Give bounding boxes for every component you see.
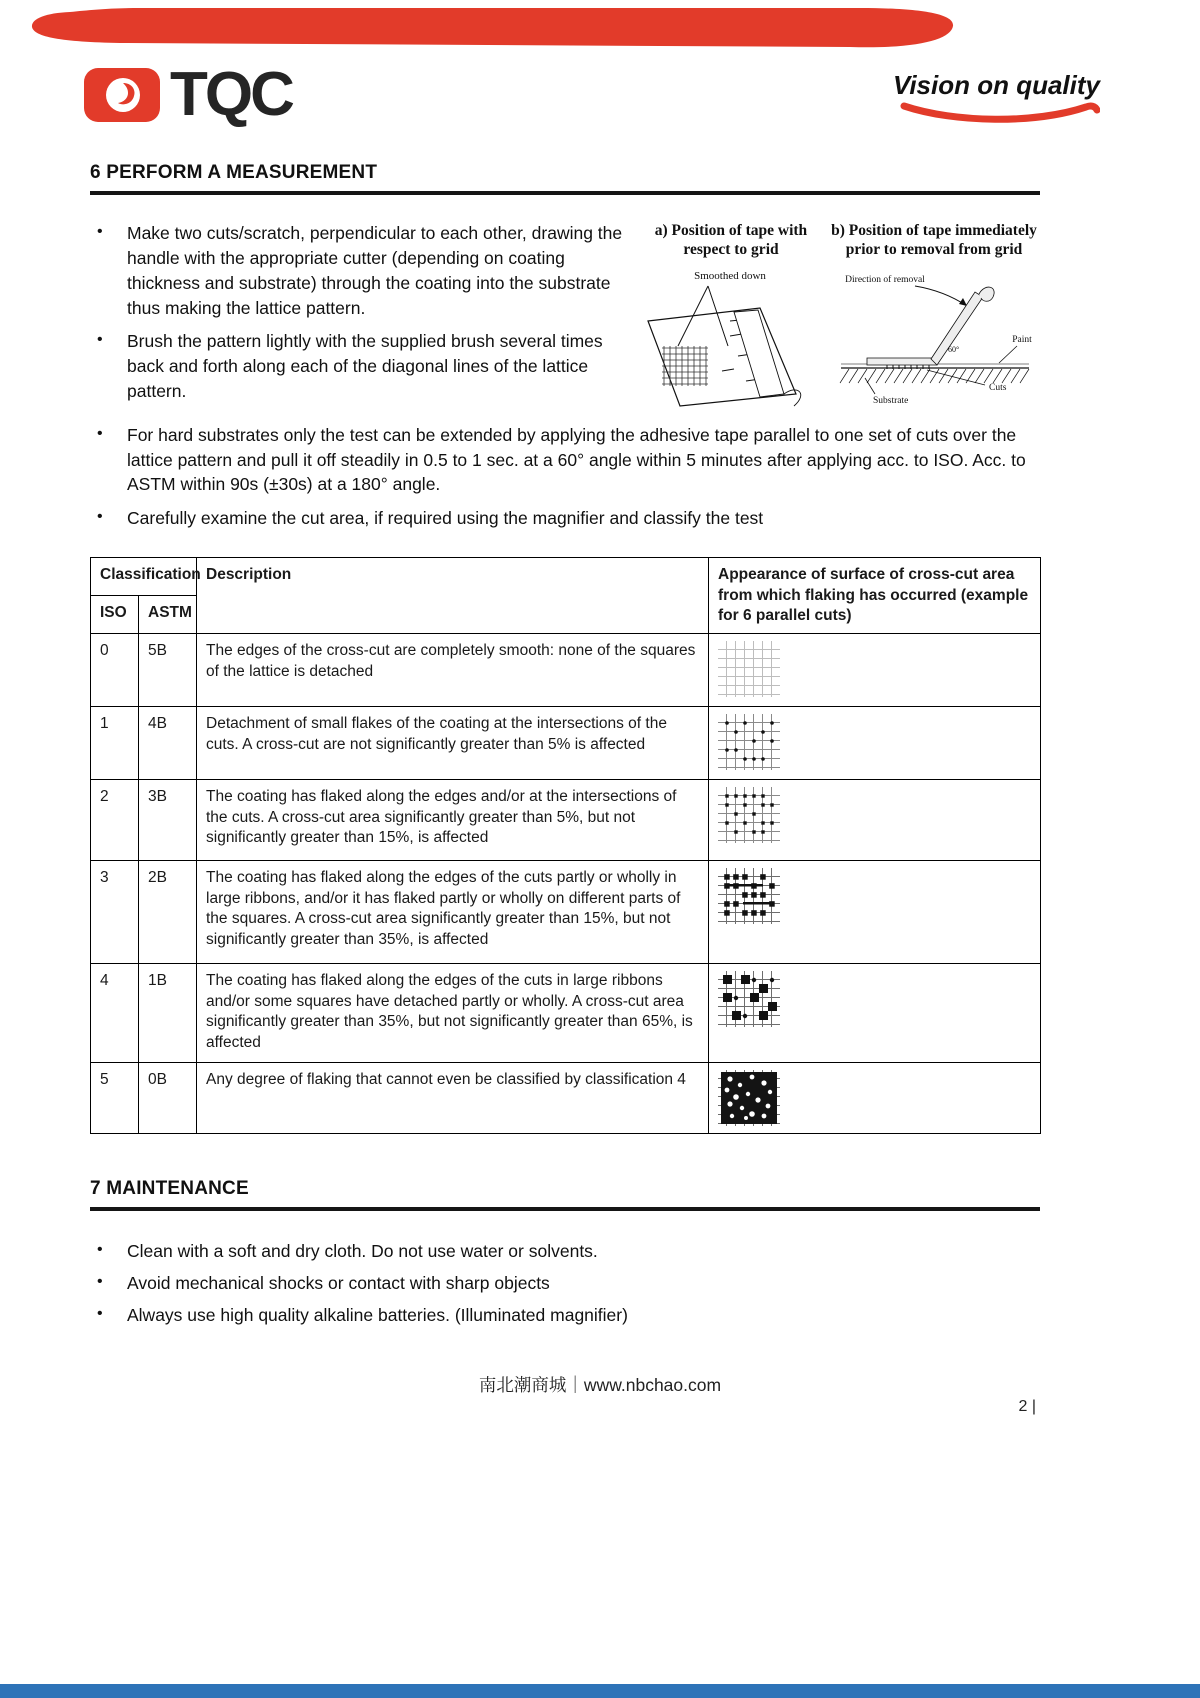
section-6-rule xyxy=(90,191,1040,195)
appearance-grid-2b xyxy=(718,868,780,924)
measurement-bullets-left xyxy=(90,221,631,421)
appearance-grid-1b xyxy=(718,971,780,1027)
cell-astm: 2B xyxy=(139,861,197,964)
angle-label: 60° xyxy=(948,344,960,354)
tagline-underline-swoosh xyxy=(900,101,1100,127)
list-item xyxy=(90,329,631,404)
measurement-bullets-wide xyxy=(90,423,1040,531)
cell-appearance xyxy=(709,780,1041,861)
list-item xyxy=(90,506,1040,531)
content xyxy=(90,162,1040,1328)
table-row xyxy=(91,634,1041,707)
list-item xyxy=(90,1239,1040,1264)
table-row xyxy=(91,964,1041,1063)
section-7-title: 7 MAINTENANCE xyxy=(90,1178,249,1200)
cell-iso: 5 xyxy=(91,1063,139,1134)
figure-b xyxy=(828,221,1040,421)
header-appearance: Appearance of surface of cross-cut area from which flaking has occurred (example for 6 parallel cuts) xyxy=(709,558,1041,634)
table-row xyxy=(91,1063,1041,1134)
appearance-grid-0b xyxy=(718,1070,780,1126)
cell-astm: 4B xyxy=(139,707,197,780)
tape-curl xyxy=(784,390,801,406)
cell-astm: 1B xyxy=(139,964,197,1063)
bullet-text: For hard substrates only the test can be extended by applying the adhesive tape parallel to one set of cuts over the lattice pattern and pull it off steadily in 0.5 to 1 sec. at a 60° angle within 5 minutes after applying acc. to ISO. Acc. to ASTM within 90s (±30s) at a 180° angle. xyxy=(127,424,1026,495)
brand-tagline: Vision on quality xyxy=(892,70,1100,100)
figure-b-drawing xyxy=(829,266,1039,416)
tqc-logo xyxy=(82,60,292,129)
cell-iso: 1 xyxy=(91,707,139,780)
tape-curl xyxy=(979,287,994,301)
tqc-logo-text: TQC xyxy=(170,60,292,129)
cell-description: The edges of the cross-cut are completely smooth: none of the squares of the lattice is detached xyxy=(197,634,709,707)
page-number: 2 | xyxy=(1018,1398,1036,1415)
header-astm: ASTM xyxy=(139,596,197,634)
figures xyxy=(637,221,1040,421)
list-item xyxy=(90,1303,1040,1328)
bullet-text: Make two cuts/scratch, perpendicular to each other, drawing the handle with the appropriate cutter (depending on coating thickness and substrate) through the coating into the substrate thus making the lattice pattern. xyxy=(127,223,623,318)
smoothed-down-label: Smoothed down xyxy=(694,269,767,282)
cell-appearance xyxy=(709,634,1041,707)
bullet-text: Brush the pattern lightly with the supplied brush several times back and forth along each of the diagonal lines of the lattice pattern. xyxy=(127,331,603,402)
figure-b-caption: b) Position of tape immediately prior to removal from grid xyxy=(831,222,1037,259)
cell-iso: 2 xyxy=(91,780,139,861)
cuts-label: Cuts xyxy=(989,382,1007,393)
footer-blue-bar xyxy=(0,1684,1200,1698)
tape-flat xyxy=(867,358,937,365)
header-iso: ISO xyxy=(91,596,139,634)
cell-appearance xyxy=(709,861,1041,964)
bullet-text: Avoid mechanical shocks or contact with sharp objects xyxy=(127,1273,550,1294)
cell-iso: 3 xyxy=(91,861,139,964)
substrate-label: Substrate xyxy=(873,395,909,406)
cell-description: The coating has flaked along the edges and/or at the intersections of the cuts. A cross-cut area significantly greater than 5%, but not significantly greater than 15%, is affected xyxy=(197,780,709,861)
paint-label: Paint xyxy=(1012,334,1032,345)
table-row xyxy=(91,861,1041,964)
direction-of-removal-label: Direction of removal xyxy=(845,274,925,285)
section-7-rule xyxy=(90,1207,1040,1211)
cell-description: The coating has flaked along the edges of the cuts partly or wholly in large ribbons, and/or it has flaked partly or wholly on different parts of the squares. A cross-cut area significantly greater than 15%, but not significantly greater than 35%, is affected xyxy=(197,861,709,964)
list-item xyxy=(90,423,1040,498)
table-row xyxy=(91,707,1041,780)
header-description: Description xyxy=(197,558,709,634)
footer-site-link[interactable]: 南北潮商城｜www.nbchao.com xyxy=(478,1375,722,1395)
appearance-grid-3b xyxy=(718,787,780,843)
appearance-grid-5b xyxy=(718,641,780,697)
tqc-logo-icon xyxy=(82,64,166,126)
header-classification: Classification xyxy=(91,558,197,596)
brand-tagline-block xyxy=(893,64,1142,132)
bullet-text: Clean with a soft and dry cloth. Do not use water or solvents. xyxy=(127,1241,598,1262)
cell-appearance xyxy=(709,964,1041,1063)
cell-description: Detachment of small flakes of the coating at the intersections of the cuts. A cross-cut are not significantly greater than 5% is affected xyxy=(197,707,709,780)
cell-appearance xyxy=(709,707,1041,780)
maintenance-bullets xyxy=(90,1239,1040,1328)
section-6-title: 6 PERFORM A MEASUREMENT xyxy=(90,162,378,183)
lattice-grid xyxy=(662,346,708,386)
maintenance-section xyxy=(90,1178,1040,1328)
figure-a xyxy=(637,221,825,421)
cell-astm: 5B xyxy=(139,634,197,707)
tape-rising xyxy=(931,292,983,365)
figure-a-drawing xyxy=(638,266,823,416)
top-red-banner xyxy=(0,0,1200,60)
cell-iso: 0 xyxy=(91,634,139,707)
cell-appearance xyxy=(709,1063,1041,1134)
classification-table xyxy=(90,557,1041,1134)
list-item xyxy=(90,1271,1040,1296)
tape-strip xyxy=(734,310,784,397)
substrate-hatching xyxy=(840,369,1029,383)
measurement-row xyxy=(90,221,1040,421)
cell-astm: 0B xyxy=(139,1063,197,1134)
figure-a-caption: a) Position of tape with respect to grid xyxy=(654,222,808,259)
bullet-text: Carefully examine the cut area, if required using the magnifier and classify the test xyxy=(127,508,764,529)
appearance-grid-4b xyxy=(718,714,780,770)
table-row xyxy=(91,780,1041,861)
cell-description: Any degree of flaking that cannot even be classified by classification 4 xyxy=(197,1063,709,1134)
cell-iso: 4 xyxy=(91,964,139,1063)
cell-astm: 3B xyxy=(139,780,197,861)
list-item xyxy=(90,221,631,320)
bullet-text: Always use high quality alkaline batteries. (Illuminated magnifier) xyxy=(127,1305,628,1326)
cell-description: The coating has flaked along the edges of the cuts in large ribbons and/or some squares have detached partly or wholly. A cross-cut area significantly greater than 35%, but not significantly greater than 65%, is affected xyxy=(197,964,709,1063)
